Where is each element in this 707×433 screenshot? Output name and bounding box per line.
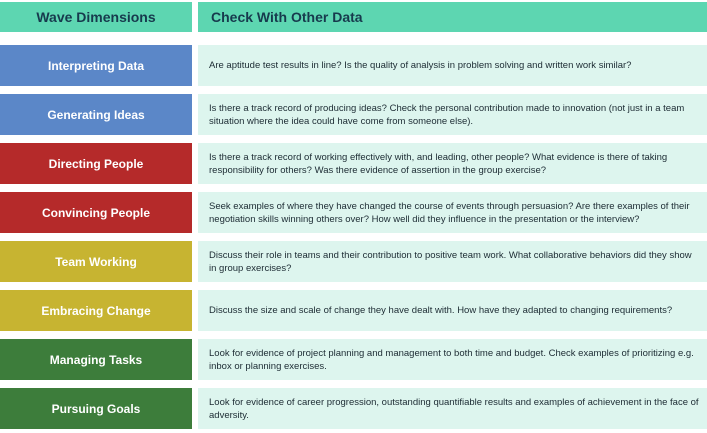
description-cell: Look for evidence of career progression, outstanding quantifiable results and examples of achievement in the face of adversity.: [198, 388, 707, 429]
table-row-managing-tasks: [0, 339, 707, 380]
description-cell: Discuss the size and scale of change they have dealt with. How have they adapted to changing requirements?: [198, 290, 707, 331]
dimension-cell: Pursuing Goals: [0, 388, 192, 429]
table-row-pursuing-goals: [0, 388, 707, 429]
table-row-directing-people: [0, 143, 707, 184]
description-cell: Look for evidence of project planning and management to both time and budget. Check examples of prioritizing e.g. inbox or planning exercises.: [198, 339, 707, 380]
description-cell: Discuss their role in teams and their contribution to positive team work. What collaborative behaviors did they show in group exercises?: [198, 241, 707, 282]
dimension-cell: Managing Tasks: [0, 339, 192, 380]
table-row-convincing-people: [0, 192, 707, 233]
column-header-wave-dimensions: Wave Dimensions: [0, 2, 192, 32]
description-cell: Are aptitude test results in line? Is the quality of analysis in problem solving and written work similar?: [198, 45, 707, 86]
dimension-cell: Generating Ideas: [0, 94, 192, 135]
table-row-interpreting-data: [0, 45, 707, 86]
column-header-check-with-other-data: Check With Other Data: [198, 2, 707, 32]
dimension-cell: Team Working: [0, 241, 192, 282]
table-row-embracing-change: [0, 290, 707, 331]
dimension-cell: Embracing Change: [0, 290, 192, 331]
dimension-cell: Interpreting Data: [0, 45, 192, 86]
description-cell: Is there a track record of producing ideas? Check the personal contribution made to innovation (not just in a team situation where the idea could have come from someone else).: [198, 94, 707, 135]
dimension-cell: Convincing People: [0, 192, 192, 233]
description-cell: Is there a track record of working effectively with, and leading, other people? What evidence is there of taking responsibility for others? Was there evidence of assertion in the group exercise?: [198, 143, 707, 184]
table-row-team-working: [0, 241, 707, 282]
table-row-generating-ideas: [0, 94, 707, 135]
dimension-cell: Directing People: [0, 143, 192, 184]
description-cell: Seek examples of where they have changed the course of events through persuasion? Are there examples of their negotiation skills winning others over? How well did they influence in the presentation or the interview?: [198, 192, 707, 233]
